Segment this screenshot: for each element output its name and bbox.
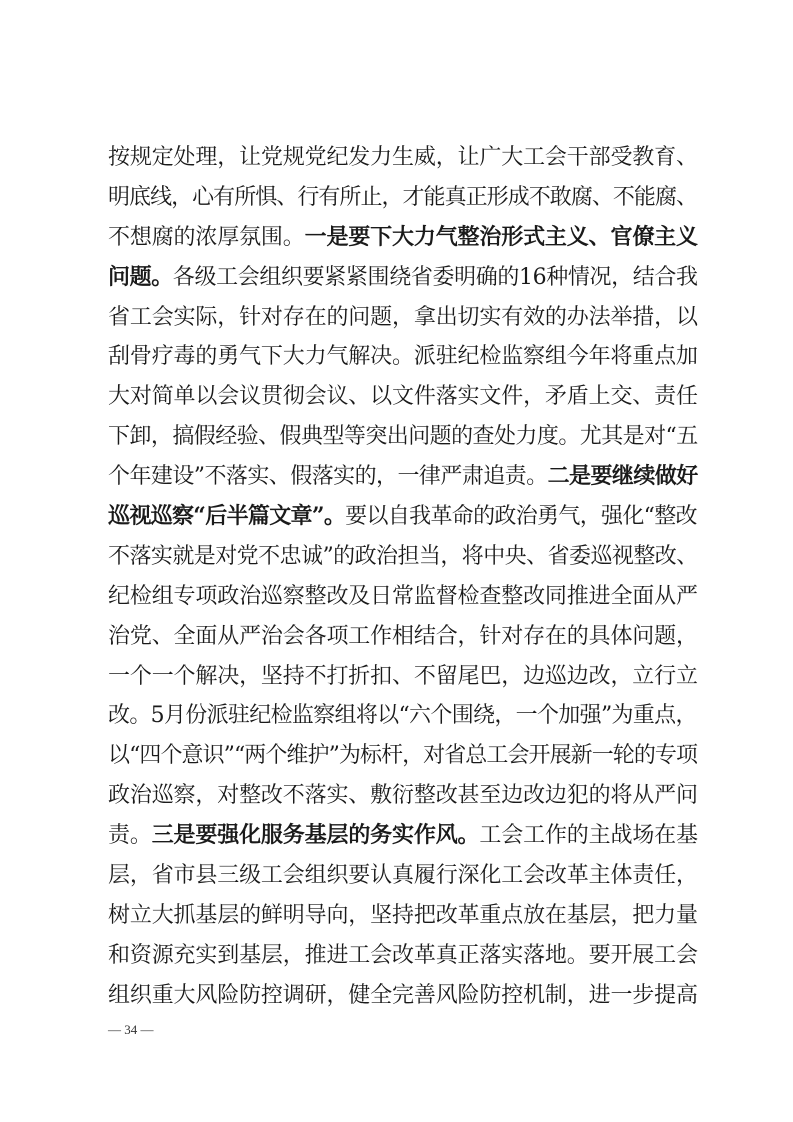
text-line [108, 776, 698, 816]
text-line [108, 258, 698, 298]
text-segment: 工会工作的主战场在基 [479, 823, 698, 849]
text-line [108, 178, 698, 218]
text-line [108, 816, 698, 856]
body-paragraph [108, 138, 698, 1016]
text-segment: 按规定处理，让党规党纪发力生威，让广大工会干部受教育、 [108, 145, 698, 170]
bold-text-segment: 问题。 [108, 263, 173, 290]
text-line [108, 896, 698, 936]
bold-text-segment: 三是要强化服务基层的务实作风。 [151, 822, 480, 849]
text-line [108, 457, 698, 497]
text-segment: 大对简单以会议贯彻会议、以文件落实文件，矛盾上交、责任 [108, 384, 698, 410]
bold-text-segment: 一是要下大力气整治形式主义、官僚主义 [304, 223, 698, 250]
text-line [108, 657, 698, 697]
text-segment: 不落实就是对党不忠诚”的政治担当，将中央、省委巡视整改、 [108, 543, 698, 569]
text-segment: 下卸，搞假经验、假典型等突出问题的查处力度。尤其是对“五 [108, 424, 698, 450]
text-line [108, 417, 698, 457]
text-line [108, 497, 698, 537]
text-line [108, 976, 698, 1016]
text-line [108, 696, 698, 736]
text-line [108, 617, 698, 657]
text-segment: 政治巡察，对整改不落实、敷衍整改甚至边改边犯的将从严问 [108, 783, 698, 809]
page-number: — 34 — [108, 1022, 154, 1037]
text-line [108, 936, 698, 976]
text-line [108, 377, 698, 417]
text-line [108, 856, 698, 896]
text-line [108, 138, 698, 178]
text-segment: 责。 [108, 823, 152, 849]
text-segment: 个年建设”不落实、假落实的，一律严肃追责。 [108, 464, 548, 490]
text-segment: 省工会实际，针对存在的问题，拿出切实有效的办法举措，以 [108, 304, 698, 330]
text-segment: 各级工会组织要紧紧围绕省委明确的16种情况，结合我 [172, 264, 698, 290]
text-segment: 纪检组专项政治巡察整改及日常监督检查整改同推进全面从严 [108, 583, 698, 609]
text-line [108, 537, 698, 577]
text-line [108, 577, 698, 617]
text-segment: 组织重大风险防控调研，健全完善风险防控机制，进一步提高 [108, 982, 698, 1008]
text-segment: 要以自我革命的政治勇气，强化“整改 [345, 504, 697, 530]
text-segment: 不想腐的浓厚氛围。 [108, 224, 305, 250]
text-segment: 改。5月份派驻纪检监察组将以“六个围绕，一个加强”为重点， [108, 703, 697, 729]
bold-text-segment: 巡视巡察“后半篇文章”。 [108, 503, 346, 530]
text-segment: 刮骨疗毒的勇气下大力气解决。派驻纪检监察组今年将重点加 [108, 344, 698, 370]
text-segment: 树立大抓基层的鲜明导向，坚持把改革重点放在基层，把力量 [108, 902, 698, 928]
bold-text-segment: 二是要继续做好 [547, 463, 698, 490]
text-segment: 和资源充实到基层，推进工会改革真正落实落地。要开展工会 [108, 942, 698, 968]
text-line [108, 337, 698, 377]
text-line [108, 736, 698, 776]
text-segment: 一个一个解决，坚持不打折扣、不留尾巴，边巡边改，立行立 [108, 663, 698, 689]
text-line [108, 218, 698, 258]
text-segment: 层，省市县三级工会组织要认真履行深化工会改革主体责任， [108, 863, 698, 889]
text-line [108, 298, 698, 338]
text-segment: 明底线，心有所惧、行有所止，才能真正形成不敢腐、不能腐、 [108, 184, 698, 210]
text-segment: 以“四个意识”“两个维护”为标杆，对省总工会开展新一轮的专项 [108, 743, 698, 769]
text-segment: 治党、全面从严治会各项工作相结合，针对存在的具体问题， [108, 623, 698, 649]
